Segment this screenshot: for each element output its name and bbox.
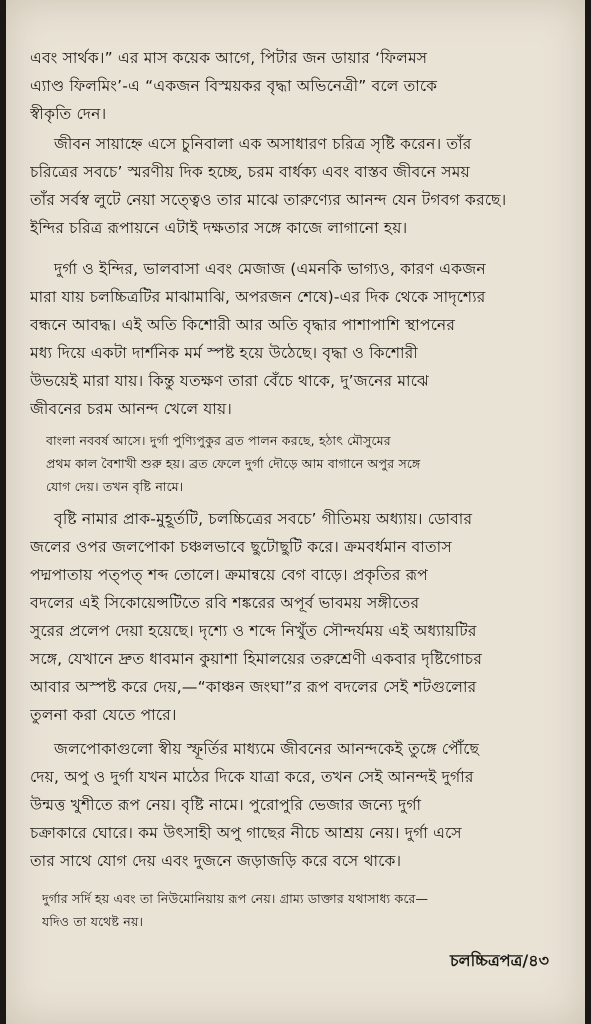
text-line: বন্ধনে আবদ্ধ। এই অতি কিশোরী আর অতি বৃদ্ধার পাশাপাশি স্থাপনের: [30, 316, 456, 334]
text-line: দুর্গার সর্দি হয় এবং তা নিউমোনিয়ায় রূপ নেয়। গ্রাম্য ডাক্তার যথাসাধ্য করে—: [42, 891, 429, 906]
text-line: মধ্য দিয়ে একটা দার্শনিক মর্ম স্পষ্ট হয়ে উঠেছে। বৃদ্ধা ও কিশোরী: [30, 344, 418, 362]
text-line: জলপোকাগুলো স্বীয় স্ফূর্তির মাধ্যমে জীবনের আনন্দকেই তুঙ্গে পৌঁছে: [54, 740, 480, 758]
text-line: দেয়, অপু ও দুর্গা যখন মাঠের দিকে যাত্রা করে, তখন সেই আনন্দই দুর্গার: [30, 768, 474, 786]
text-line: তার সাথে যোগ দেয় এবং দুজনে জড়াজড়ি করে বসে থাকে।: [30, 852, 402, 870]
text-line: চরিত্রের সবচে’ স্মরণীয় দিক হচ্ছে, চরম বার্ধক্য এবং বাস্তব জীবনে সময়: [30, 163, 470, 181]
text-line: জীবন সায়াহ্নে এসে চুনিবালা এক অসাধারণ চরিত্র সৃষ্টি করেন। তাঁর: [54, 135, 472, 153]
text-line: বাংলা নববর্ষ আসে। দুর্গা পুণ্যিপুকুর ব্রত পালন করছে, হঠাৎ মৌসুমের: [46, 433, 391, 448]
text-line: সঙ্গে, যেখানে দ্রুত ধাবমান কুয়াশা হিমালয়ের তরুশ্রেণী একবার দৃষ্টিগোচর: [30, 650, 483, 668]
text-line: সুরের প্রলেপ দেয়া হয়েছে। দৃশ্যে ও শব্দে নিখুঁত সৌন্দর্যময় এই অধ্যায়টির: [30, 622, 477, 640]
book-page: [6, 0, 585, 1024]
text-line: তুলনা করা যেতে পারে।: [30, 706, 177, 724]
text-line: মারা যায় চলচ্চিত্রটির মাঝামাঝি, অপরজন শেষে)-এর দিক থেকে সাদৃশ্যের: [30, 288, 486, 306]
text-line: উন্মত্ত খুশীতে রূপ নেয়। বৃষ্টি নামে। পুরোপুরি ভেজার জন্যে দুর্গা: [30, 796, 422, 814]
text-line: প্রথম কাল বৈশাখী শুরু হয়। ব্রত ফেলে দুর্গা দৌড়ে আম বাগানে অপুর সঙ্গে: [46, 456, 421, 471]
paragraph: [30, 505, 560, 729]
text-line: তাঁর সর্বস্ব লুটে নেয়া সত্ত্বেও তার মাঝে তারুণ্যের আনন্দ যেন টগবগ করছে।: [30, 191, 507, 209]
paragraph: [30, 44, 560, 128]
text-line: ইন্দির চরিত্র রূপায়নে এটাই দক্ষতার সঙ্গে কাজে লাগানো হয়।: [30, 219, 408, 237]
text-line: জীবনের চরম আনন্দ খেলে যায়।: [30, 400, 233, 418]
scene-description: [46, 429, 560, 498]
text-line: দুর্গা ও ইন্দির, ভালবাসা এবং মেজাজ (এমনকি ভাগ্যও, কারণ একজন: [54, 260, 486, 278]
text-line: যদিও তা যথেষ্ট নয়।: [42, 914, 144, 929]
paragraph: [30, 255, 560, 423]
scene-description: [42, 887, 560, 933]
text-line: এবং সার্থক।” এর মাস কয়েক আগে, পিটার জন ডায়ার ‘ফিলমস: [30, 49, 428, 67]
paragraph: [30, 130, 560, 242]
text-line: আবার অস্পষ্ট করে দেয়,—“কাঞ্চন জংঘা”র রূপ বদলের সেই শটগুলোর: [30, 678, 477, 696]
text-line: এ্যাণ্ড ফিলমিং’-এ “একজন বিস্ময়কর বৃদ্ধা অভিনেত্রী” বলে তাকে: [30, 77, 438, 95]
text-line: চক্রাকারে ঘোরে। কম উৎসাহী অপু গাছের নীচে আশ্রয় নেয়। দুর্গা এসে: [30, 824, 462, 842]
text-line: জলের ওপর জলপোকা চঞ্চলভাবে ছুটোছুটি করে। ক্রমবর্ধমান বাতাস: [30, 538, 452, 556]
text-line: স্বীকৃতি দেন।: [30, 105, 107, 123]
paragraph: [30, 735, 560, 875]
text-line: বদলের এই সিকোয়েন্সটিতে রবি শঙ্করের অপূর্ব ভাবময় সঙ্গীতের: [30, 594, 420, 612]
text-line: যোগ দেয়। তখন বৃষ্টি নামে।: [46, 479, 184, 494]
page-footer: চলচ্চিত্রপত্র/৪৩: [450, 951, 549, 970]
text-line: পদ্মপাতায় পত্‌পত্ শব্দ তোলে। ক্রমান্বয়ে বেগ বাড়ে। প্রকৃতির রূপ: [30, 566, 428, 584]
text-line: উভয়েই মারা যায়। কিন্তু যতক্ষণ তারা বেঁচে থাকে, দু’জনের মাঝে: [30, 372, 429, 390]
text-line: বৃষ্টি নামার প্রাক-মুহূর্তটি, চলচ্চিত্রের সবচে’ গীতিময় অধ্যায়। ডোবার: [54, 510, 473, 528]
